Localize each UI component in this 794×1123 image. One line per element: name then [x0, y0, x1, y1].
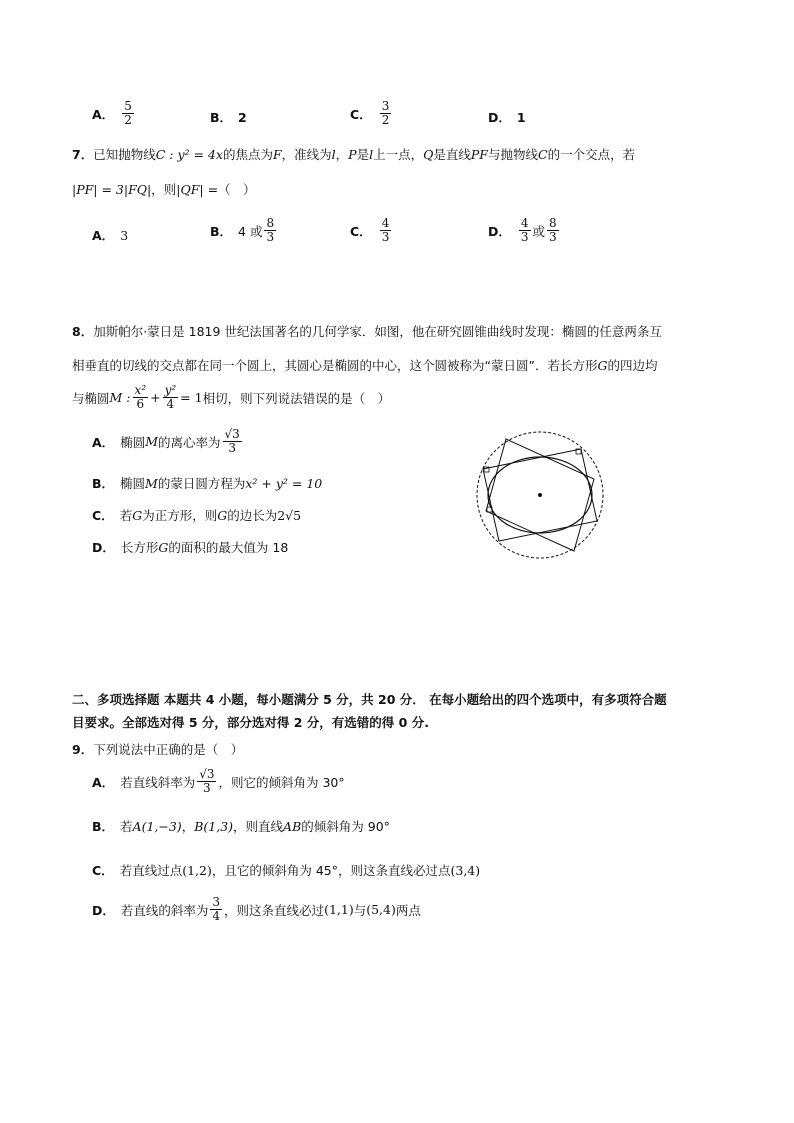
section2-line2: 目要求。全部选对得 5 分，部分选对得 2 分，有选错的得 0 分.	[72, 715, 429, 730]
q7-option-d: D． $\frac{4}{3}$ 或 $\frac{8}{3}$	[488, 216, 557, 244]
q6-option-b	[210, 108, 247, 126]
q7-option-c: C． $\frac{4}{3}$	[350, 216, 390, 244]
q7-stem-line1: 7． 已知抛物线 C : y² = 4x 的焦点为 F ，准线为 l ， P 是 l 上一点， Q 是直线 PF 与抛物线 C 的一个交点，若	[72, 146, 636, 162]
q6-option-c	[350, 100, 393, 127]
q6-option-a	[92, 100, 136, 127]
fraction: $\frac{8}{3}$	[266, 216, 275, 244]
q8-option-d: D． 长方形 G 的面积的最大值为 18	[92, 539, 289, 555]
q9-option-b: B． 若 A(1,−3) ， B(1,3) ，则直线 AB 的倾斜角为 90°	[92, 818, 390, 834]
q8-stem-line3: 与椭圆 M : $\frac{\text{x²}}{6}$ + $\frac{\text{y²}}{4}$ = 1 相切，则下列说法错误的是（ ）	[72, 383, 391, 411]
q7-option-b: B． 4 或 $\frac{8}{3}$	[210, 216, 275, 244]
fraction: $\frac{\text{y²}}{4}$	[164, 383, 177, 411]
fraction: $\frac{√3}{3}$	[224, 427, 240, 455]
question-number: 9．	[72, 742, 94, 757]
fraction: $\frac{4}{3}$	[381, 216, 390, 244]
center-point	[538, 493, 542, 497]
fraction: $\frac{3}{4}$	[212, 895, 221, 923]
q9-option-d: D． 若直线的斜率为 $\frac{3}{4}$ ，则这条直线必过 (1,1) 与 (5,4) 两点	[92, 895, 421, 923]
q8-option-c: C． 若 G 为正方形，则 G 的边长为 2√5	[92, 507, 302, 523]
condition: |PF| = 3|FQ|	[72, 181, 152, 197]
q7-stem-line2: |PF| = 3|FQ| ，则 |QF| = （ ）	[72, 181, 256, 197]
parabola-equation: C : y² = 4x	[155, 146, 223, 162]
fraction: $\frac{3}{2}$	[381, 99, 390, 127]
fraction: $\frac{4}{3}$	[520, 216, 529, 244]
option-label: C．	[350, 106, 372, 122]
question-number: 7．	[72, 147, 94, 162]
option-value: 2	[238, 109, 247, 125]
q7-option-a: A． 3	[92, 227, 129, 243]
fraction: $\frac{\text{x²}}{6}$	[134, 383, 147, 411]
q8-stem-line2: 相垂直的切线的交点都在同一个圆上，其圆心是椭圆的中心，这个圆被称为“蒙日圆”．若长方形 G 的四边均	[72, 357, 658, 373]
section2-line1: 二、多项选择题 本题共 4 小题，每小题满分 5 分，共 20 分． 在每小题给出的四个选项中，有多项符合题	[72, 692, 667, 707]
q8-option-a: A． 椭圆 M 的离心率为 $\frac{√3}{3}$	[92, 427, 240, 455]
option-label: D．	[488, 110, 511, 125]
q9-option-c: C． 若直线过点 (1,2) ，且它的倾斜角为 45°，则这条直线必过点 (3,4)	[92, 862, 481, 878]
q9-stem: 9． 下列说法中正确的是（ ）	[72, 742, 244, 757]
option-value: 1	[516, 109, 526, 125]
q6-option-d	[488, 108, 526, 126]
fraction: $\frac{5}{2}$	[124, 99, 132, 127]
monge-circle-figure	[470, 425, 615, 565]
fraction: $\frac{8}{3}$	[549, 216, 557, 244]
question-number: 8．	[72, 324, 94, 339]
q8-option-b: B． 椭圆 M 的蒙日圆方程为 x² + y² = 10	[92, 475, 323, 491]
fraction: $\frac{√3}{3}$	[199, 767, 215, 795]
option-label: A．	[92, 106, 115, 122]
q8-stem-line1: 8． 加斯帕尔·蒙日是 1819 世纪法国著名的几何学家．如图，他在研究圆锥曲线时发现：椭圆的任意两条互	[72, 324, 662, 339]
q9-option-a: A． 若直线斜率为 $\frac{√3}{3}$ ，则它的倾斜角为 30°	[92, 767, 345, 795]
option-label: B．	[210, 110, 233, 125]
